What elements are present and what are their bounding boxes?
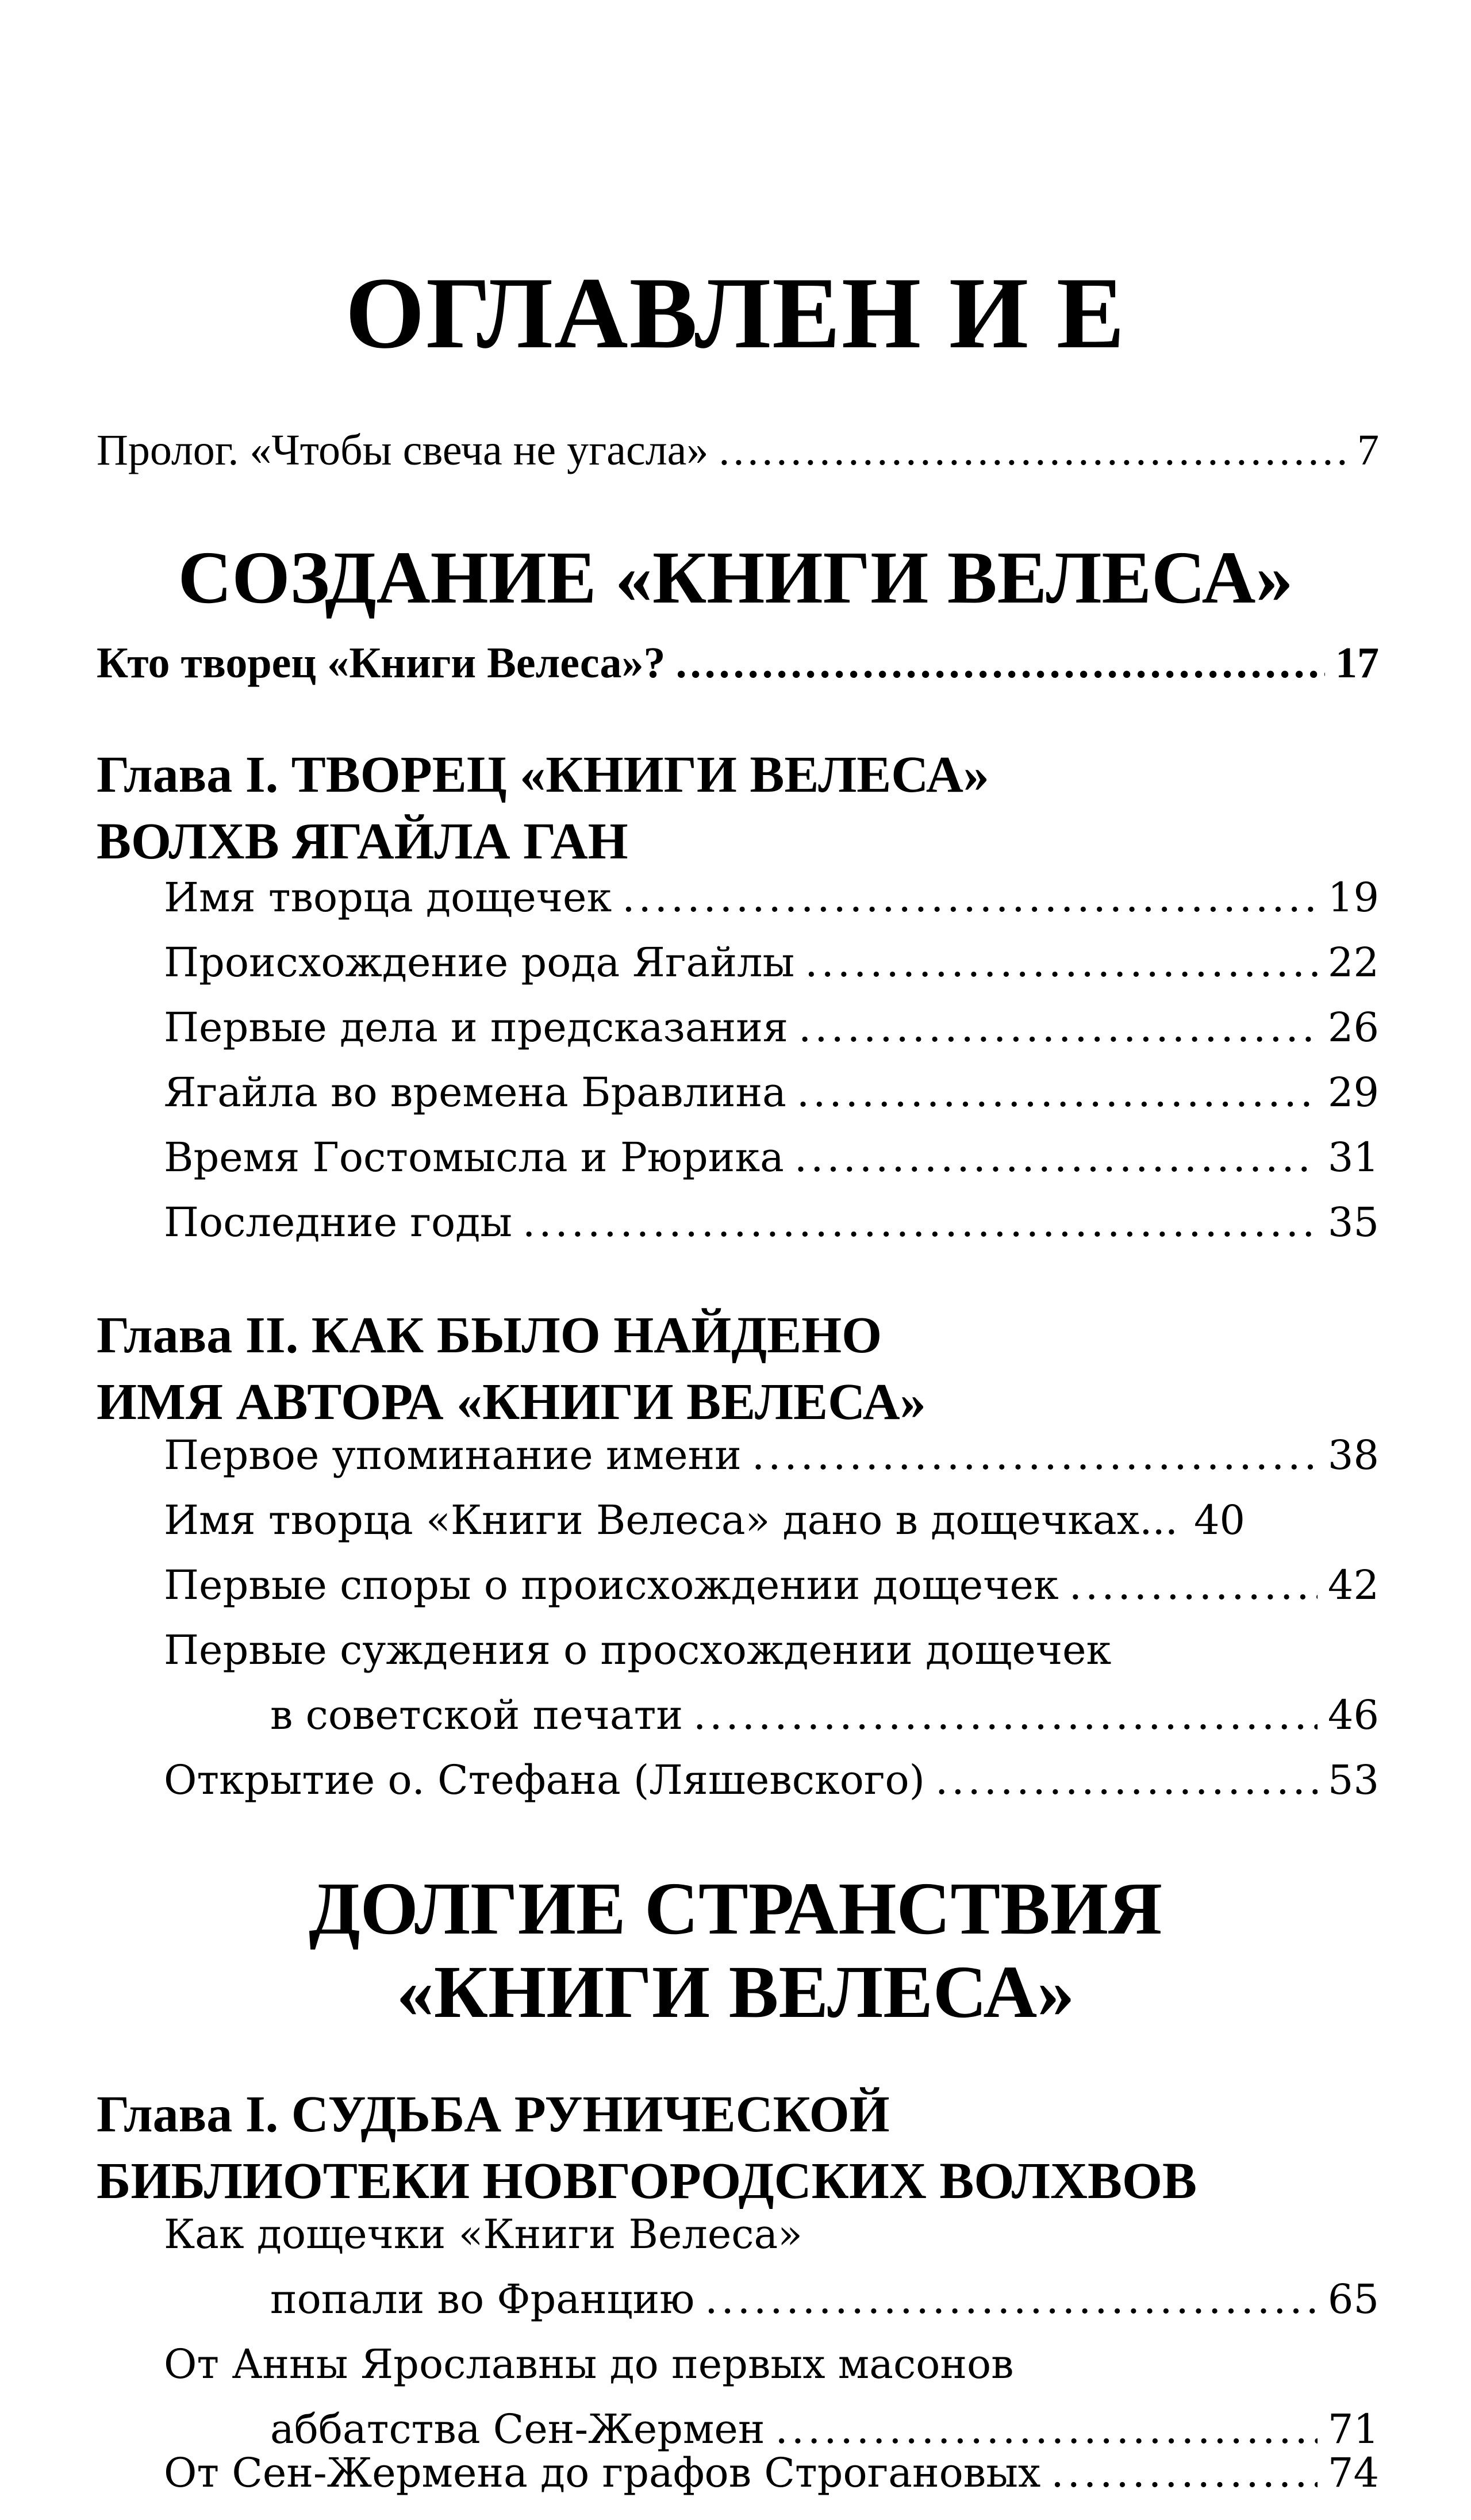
toc-page-number: 7	[1357, 426, 1379, 474]
toc-page-number: 38	[1327, 1432, 1379, 1479]
toc-page-number: 46	[1327, 1691, 1379, 1739]
toc-entry[interactable]	[164, 939, 1379, 1006]
toc-page-number: 35	[1327, 1199, 1379, 1246]
leader-dots	[805, 939, 1318, 986]
leader-dots	[693, 1691, 1318, 1739]
toc-entry-label: Пролог. «Чтобы свеча не угасла»	[97, 426, 709, 474]
toc-entry-label: аббатства Сен-Жермен	[270, 2406, 765, 2453]
toc-entry[interactable]	[164, 1199, 1379, 1265]
toc-page-number: 53	[1327, 1756, 1379, 1804]
toc-entry[interactable]	[164, 1562, 1379, 1628]
leader-dots	[1051, 2449, 1318, 2496]
section-title-line: «КНИГИ ВЕЛЕСА»	[396, 1951, 1075, 2034]
toc-entry[interactable]	[164, 1134, 1379, 1200]
toc-entry-label: Кто творец «Книги Велеса»?	[97, 639, 666, 687]
leader-dots	[935, 1756, 1318, 1804]
toc-page-number: 29	[1327, 1069, 1379, 1116]
toc-page-number: 19	[1327, 874, 1379, 921]
toc-entry-intro[interactable]	[97, 638, 1379, 705]
toc-entry-label: попали во Францию	[270, 2276, 695, 2323]
chapter-heading	[97, 742, 1390, 875]
leader-dots	[676, 638, 1325, 688]
chapter-heading-line: ВОЛХВ ЯГАЙЛА ГАН	[97, 813, 628, 870]
toc-entry-label: От Сен-Жермена до графов Строгановых	[164, 2449, 1041, 2496]
toc-entry[interactable]	[164, 1497, 1379, 1563]
leader-dots	[622, 874, 1318, 921]
toc-page-number: 31	[1327, 1134, 1379, 1181]
leader-dots	[719, 425, 1347, 475]
toc-entry-label: Первые дела и предсказания	[164, 1004, 789, 1051]
toc-entry-label: Имя творца дощечек	[164, 874, 612, 921]
toc-entry[interactable]	[164, 1432, 1379, 1498]
leader-dots	[752, 1432, 1318, 1479]
toc-page-number: 40	[1193, 1497, 1246, 1544]
toc-entry-first-line[interactable]: Как дощечки «Книги Велеса»	[164, 2211, 803, 2258]
toc-page-number: 22	[1327, 939, 1379, 986]
toc-entry-label: Ягайла во времена Бравлина	[164, 1069, 786, 1116]
leader-dots	[775, 2406, 1318, 2453]
leader-dots	[705, 2276, 1318, 2323]
toc-entry-label: Время Гостомысла и Рюрика	[164, 1134, 784, 1181]
chapter-heading-line: Глава II. КАК БЫЛО НАЙДЕНО	[97, 1307, 882, 1364]
toc-entry-prolog[interactable]	[97, 425, 1379, 492]
section-title-line: ДОЛГИЕ СТРАНСТВИЯ	[309, 1867, 1162, 1950]
chapter-heading	[97, 1302, 1390, 1436]
toc-entry-label: Имя творца «Книги Велеса» дано в дощечках...	[164, 1497, 1178, 1544]
toc-entry-label: Последние годы	[164, 1199, 513, 1246]
toc-entry-continuation[interactable]	[270, 1691, 1379, 1758]
section-title: СОЗДАНИЕ «КНИГИ ВЕЛЕСА»	[178, 536, 1293, 619]
toc-entry[interactable]	[164, 2449, 1379, 2516]
toc-entry-first-line[interactable]: Первые суждения о просхождении дощечек	[164, 1627, 1112, 1674]
toc-entry[interactable]	[164, 1004, 1379, 1071]
toc-entry[interactable]	[164, 1756, 1379, 1823]
toc-page-number: 71	[1327, 2406, 1379, 2453]
toc-entry-label: Первые споры о происхождении дощечек	[164, 1562, 1059, 1609]
toc-entry-label: Открытие о. Стефана (Ляшевского)	[164, 1756, 925, 1804]
toc-page-number: 42	[1327, 1562, 1379, 1609]
chapter-heading-line: Глава I. ТВОРЕЦ «КНИГИ ВЕЛЕСА»	[97, 746, 989, 803]
toc-page-number: 26	[1327, 1004, 1379, 1051]
toc-entry-label: Первое упоминание имени	[164, 1432, 742, 1479]
leader-dots	[798, 1004, 1318, 1051]
toc-entry-label: в советской печати	[270, 1691, 683, 1739]
toc-entry-first-line[interactable]: От Анны Ярославны до первых масонов	[164, 2341, 1014, 2388]
toc-entry-continuation[interactable]	[270, 2276, 1379, 2342]
toc-page-number: 74	[1327, 2449, 1379, 2496]
toc-page-number: 65	[1327, 2276, 1379, 2323]
leader-dots	[794, 1134, 1318, 1181]
toc-page-number: 17	[1335, 639, 1379, 687]
toc-entry[interactable]	[164, 1069, 1379, 1136]
leader-dots	[523, 1199, 1318, 1246]
leader-dots	[797, 1069, 1318, 1116]
toc-entry-label: Происхождение рода Ягайлы	[164, 939, 795, 986]
toc-entry[interactable]	[164, 874, 1379, 941]
chapter-heading-line: ИМЯ АВТОРА «КНИГИ ВЕЛЕСА»	[97, 1374, 926, 1430]
chapter-heading-line: БИБЛИОТЕКИ НОВГОРОДСКИХ ВОЛХВОВ	[97, 2153, 1197, 2210]
chapter-heading-line: Глава I. СУДЬБА РУНИЧЕСКОЙ	[97, 2086, 890, 2143]
leader-dots	[1069, 1562, 1318, 1609]
chapter-heading	[97, 2081, 1390, 2215]
page-title: ОГЛАВЛЕН И Е	[345, 256, 1126, 370]
